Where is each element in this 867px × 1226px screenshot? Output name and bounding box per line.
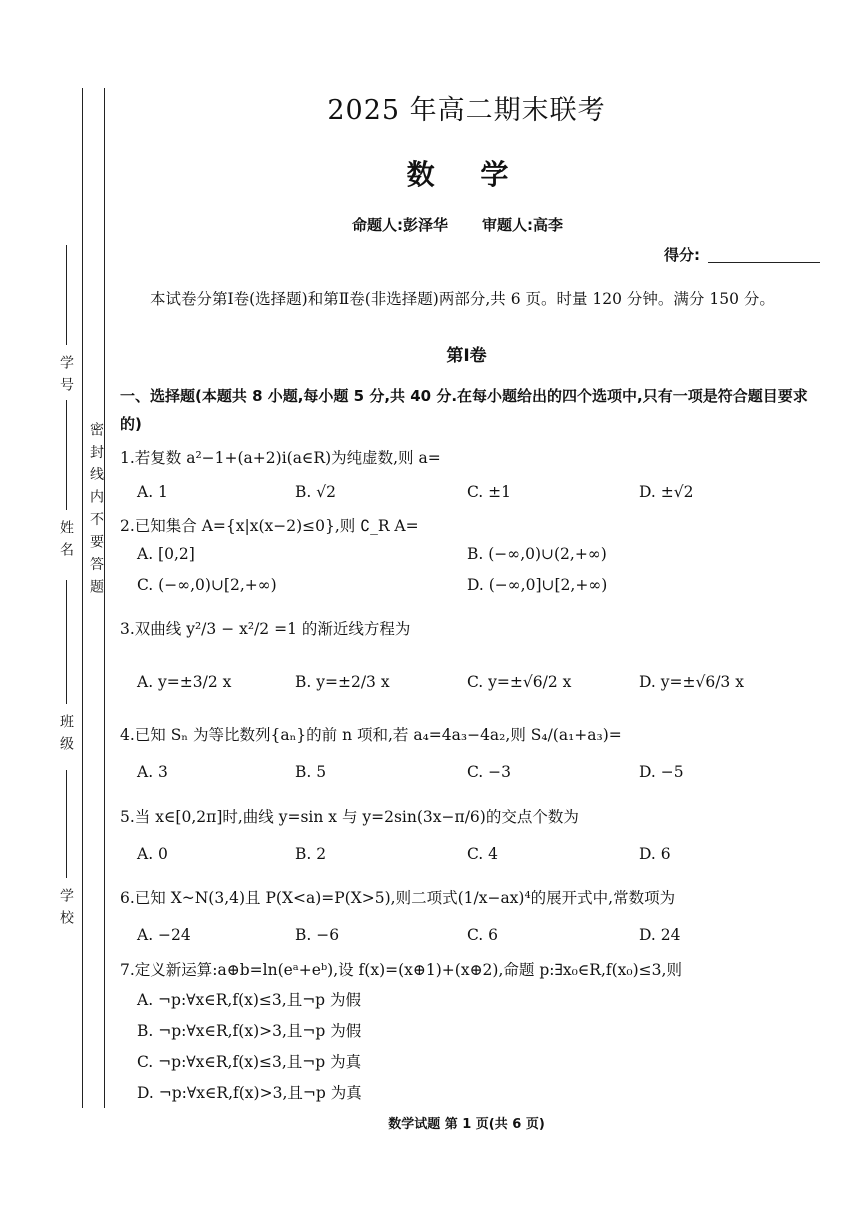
question-7-option-a: A. ¬p:∀x∈R,f(x)≤3,且¬p 为假 [137,991,362,1009]
question-3-option-c: C. y=±√6/2 x [467,673,572,691]
question-4-option-d: D. −5 [639,763,684,781]
question-1-stem: 1.若复数 a²−1+(a+2)i(a∈R)为纯虚数,则 a= [120,449,441,467]
subject-title: 数 学 [406,158,527,191]
question-2-option-b: B. (−∞,0)∪(2,+∞) [467,545,607,563]
binding-line-outer [82,88,83,1108]
question-6-option-a: A. −24 [137,926,191,944]
question-5-option-c: C. 4 [467,845,499,863]
question-3-option-a: A. y=±3/2 x [137,673,232,691]
binding-line-inner [104,88,105,1108]
field-school-label: 学校 [58,888,74,932]
field-school-line[interactable] [66,770,67,878]
reviewer: 审题人:高李 [482,216,563,234]
field-name-label: 姓名 [58,520,74,564]
setter: 命题人:彭泽华 [352,216,448,234]
exam-intro: 本试卷分第Ⅰ卷(选择题)和第Ⅱ卷(非选择题)两部分,共 6 页。时量 120 分钟。满分 150 分。 [150,290,775,308]
volume-heading: 第Ⅰ卷 [446,346,487,366]
field-class-line[interactable] [66,580,67,704]
exam-title: 2025 年高二期末联考 [327,95,606,126]
question-1-option-b: B. √2 [295,483,336,501]
question-6-stem: 6.已知 X~N(3,4)且 P(X<a)=P(X>5),则二项式(1/x−ax)⁴的展开式中,常数项为 [120,889,676,907]
question-4-stem: 4.已知 Sₙ 为等比数列{aₙ}的前 n 项和,若 a₄=4a₃−4a₂,则 S₄/(a₁+a₃)= [120,726,622,744]
page-footer: 数学试题 第 1 页(共 6 页) [388,1117,545,1132]
question-4-option-b: B. 5 [295,763,327,781]
question-7-option-d: D. ¬p:∀x∈R,f(x)>3,且¬p 为真 [137,1084,362,1102]
question-1-option-a: A. 1 [137,483,168,501]
question-5-option-d: D. 6 [639,845,671,863]
question-7-stem: 7.定义新运算:a⊕b=ln(eᵃ+eᵇ),设 f(x)=(x⊕1)+(x⊕2),命题 p:∃x₀∈R,f(x₀)≤3,则 [120,961,682,979]
seal-notice: 密 封 线 内 不 要 答 题 [88,422,104,596]
question-4-option-c: C. −3 [467,763,512,781]
question-1-option-c: C. ±1 [467,483,512,501]
score-field[interactable] [708,262,820,263]
field-student-id-line[interactable] [66,245,67,345]
question-5-option-b: B. 2 [295,845,327,863]
authors [352,214,597,235]
question-2-option-a: A. [0,2] [137,545,195,563]
question-5-stem: 5.当 x∈[0,2π]时,曲线 y=sin x 与 y=2sin(3x−π/6)的交点个数为 [120,808,579,826]
question-6-option-b: B. −6 [295,926,340,944]
question-3-stem: 3.双曲线 y²/3 − x²/2 =1 的渐近线方程为 [120,620,411,638]
question-5-option-a: A. 0 [137,845,168,863]
question-2-stem: 2.已知集合 A={x|x(x−2)≤0},则 ∁_R A= [120,517,419,535]
question-6-option-d: D. 24 [639,926,681,944]
question-2-option-d: D. (−∞,0]∪[2,+∞) [467,576,608,594]
question-3-option-d: D. y=±√6/3 x [639,673,744,691]
question-1-option-d: D. ±√2 [639,483,694,501]
question-2-option-c: C. (−∞,0)∪[2,+∞) [137,576,277,594]
question-7-option-b: B. ¬p:∀x∈R,f(x)>3,且¬p 为假 [137,1022,362,1040]
field-class-label: 班级 [58,714,74,758]
field-student-id-label: 学号 [58,355,74,399]
section-heading: 一、选择题(本题共 8 小题,每小题 5 分,共 40 分.在每小题给出的四个选项中,只有一项是符合题目要求的) [120,387,808,433]
question-3-option-b: B. y=±2/3 x [295,673,390,691]
score-label: 得分: [664,246,700,264]
question-6-option-c: C. 6 [467,926,499,944]
field-name-line[interactable] [66,400,67,510]
question-7-option-c: C. ¬p:∀x∈R,f(x)≤3,且¬p 为真 [137,1053,362,1071]
question-4-option-a: A. 3 [137,763,168,781]
